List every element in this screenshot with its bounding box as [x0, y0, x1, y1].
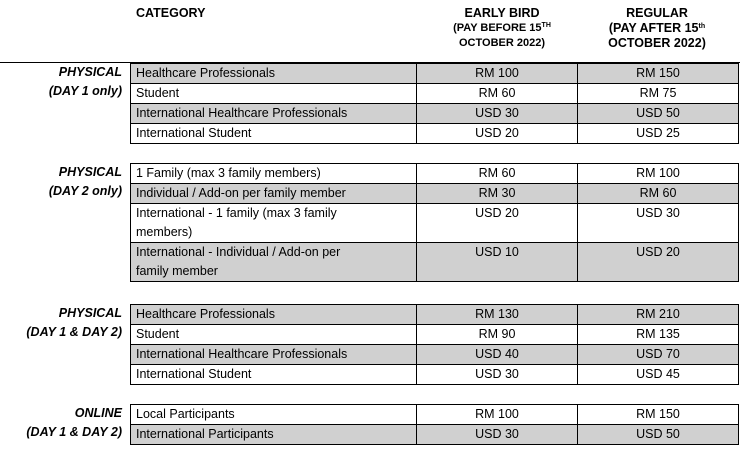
table-row — [131, 345, 739, 365]
category-cell: Local Participants — [131, 405, 417, 425]
early-bird-header — [432, 6, 572, 51]
regular-price: USD 30 — [578, 204, 739, 243]
early-bird-subtitle-line2: OCTOBER 2022) — [459, 37, 545, 49]
early-bird-price: RM 30 — [417, 184, 578, 204]
section-label: PHYSICAL (DAY 2 only) — [48, 165, 122, 198]
regular-price: USD 25 — [578, 124, 739, 144]
rates-table — [130, 63, 739, 144]
table-row — [131, 84, 739, 104]
table-row — [131, 104, 739, 124]
early-bird-title: EARLY BIRD — [464, 6, 540, 20]
early-bird-price: RM 100 — [417, 64, 578, 84]
regular-price: RM 60 — [578, 184, 739, 204]
regular-price: RM 150 — [578, 405, 739, 425]
category-cell: International Healthcare Professionals — [131, 104, 417, 124]
category-cell: Healthcare Professionals — [131, 64, 417, 84]
category-cell: Individual / Add-on per family member — [131, 184, 417, 204]
table-row — [131, 305, 739, 325]
category-cell: Healthcare Professionals — [131, 305, 417, 325]
category-cell: International Student — [131, 365, 417, 385]
early-bird-price: RM 90 — [417, 325, 578, 345]
regular-price: USD 50 — [578, 425, 739, 445]
regular-price: RM 100 — [578, 164, 739, 184]
section-label: PHYSICAL (DAY 1 only) — [48, 65, 122, 98]
table-row — [131, 243, 739, 282]
regular-price: USD 70 — [578, 345, 739, 365]
rates-table — [130, 404, 739, 445]
section-label: ONLINE (DAY 1 & DAY 2) — [26, 406, 122, 439]
table-row — [131, 164, 739, 184]
early-bird-subtitle: (PAY BEFORE 15TH — [453, 22, 551, 34]
regular-price: RM 210 — [578, 305, 739, 325]
early-bird-price: RM 60 — [417, 164, 578, 184]
category-cell: 1 Family (max 3 family members) — [131, 164, 417, 184]
regular-price: RM 75 — [578, 84, 739, 104]
category-cell: International Student — [131, 124, 417, 144]
category-cell: International Participants — [131, 425, 417, 445]
category-cell: Student — [131, 325, 417, 345]
early-bird-price: USD 30 — [417, 104, 578, 124]
table-row — [131, 204, 739, 243]
category-cell: Student — [131, 84, 417, 104]
table-row — [131, 405, 739, 425]
early-bird-price: USD 40 — [417, 345, 578, 365]
regular-header — [582, 6, 732, 51]
table-row — [131, 124, 739, 144]
regular-price: USD 20 — [578, 243, 739, 282]
early-bird-price: RM 60 — [417, 84, 578, 104]
regular-subtitle: (PAY AFTER 15th — [608, 21, 706, 35]
early-bird-price: USD 30 — [417, 425, 578, 445]
category-header: CATEGORY — [136, 6, 206, 20]
regular-price: RM 150 — [578, 64, 739, 84]
table-row — [131, 184, 739, 204]
regular-price: USD 45 — [578, 365, 739, 385]
early-bird-price: USD 30 — [417, 365, 578, 385]
regular-title: REGULAR — [626, 6, 688, 20]
category-cell: International - 1 family (max 3 family members) — [131, 204, 417, 243]
early-bird-price: RM 100 — [417, 405, 578, 425]
table-row — [131, 64, 739, 84]
regular-price: RM 135 — [578, 325, 739, 345]
category-cell: International - Individual / Add-on per family member — [131, 243, 417, 282]
early-bird-price: USD 20 — [417, 124, 578, 144]
section-label: PHYSICAL (DAY 1 & DAY 2) — [26, 306, 122, 339]
early-bird-price: USD 20 — [417, 204, 578, 243]
category-cell: International Healthcare Professionals — [131, 345, 417, 365]
rates-table — [130, 163, 739, 282]
table-row — [131, 365, 739, 385]
early-bird-price: RM 130 — [417, 305, 578, 325]
early-bird-price: USD 10 — [417, 243, 578, 282]
table-row — [131, 325, 739, 345]
table-row — [131, 425, 739, 445]
regular-subtitle-line2: OCTOBER 2022) — [608, 36, 706, 50]
rates-table — [130, 304, 739, 385]
regular-price: USD 50 — [578, 104, 739, 124]
